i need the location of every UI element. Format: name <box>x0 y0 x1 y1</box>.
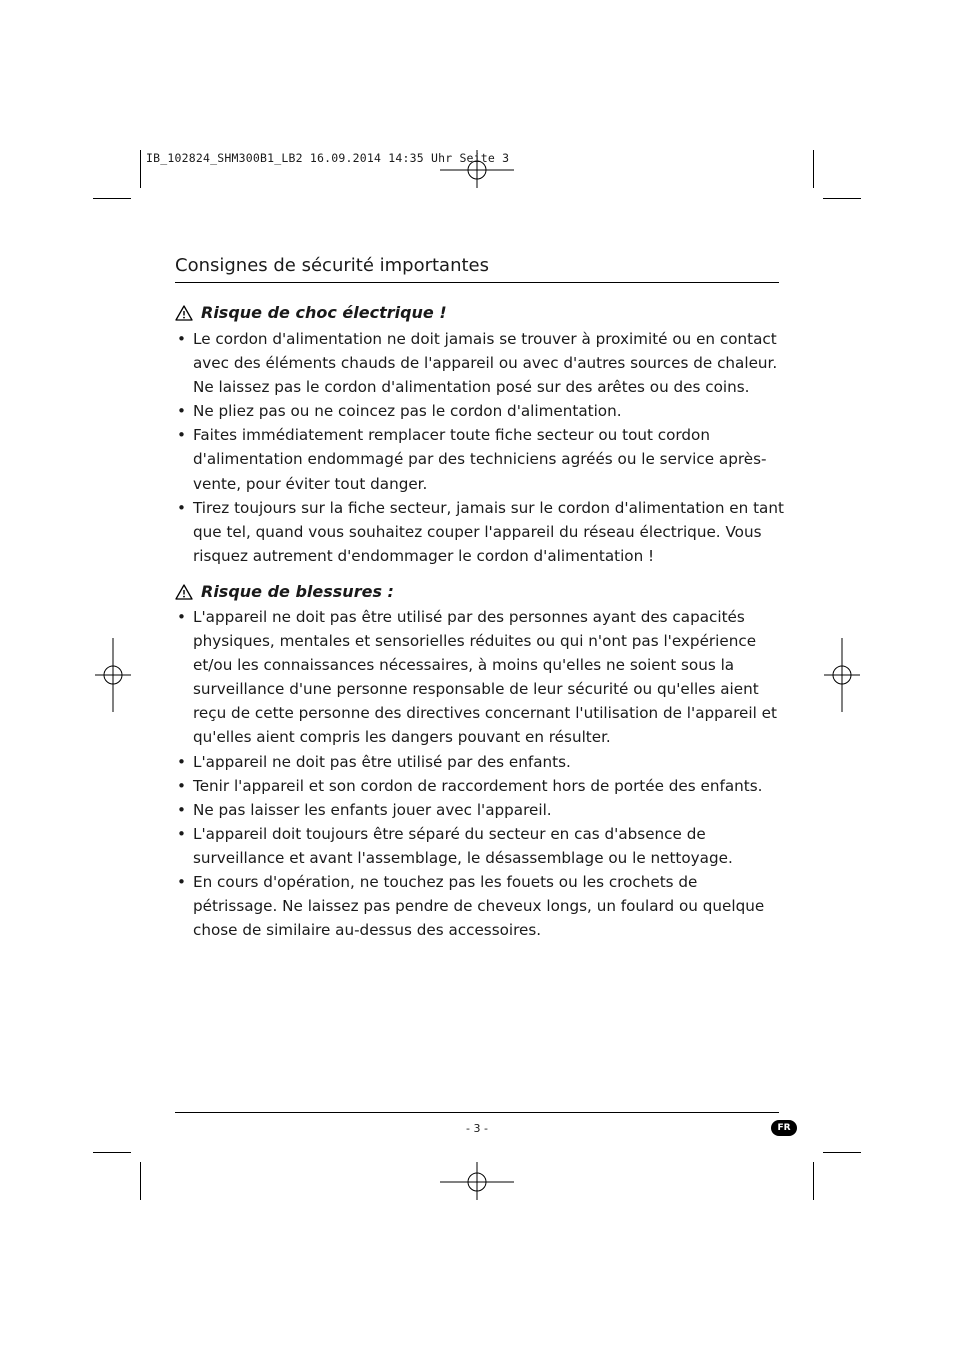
crop-mark-bottom-left-h <box>93 1152 131 1153</box>
registration-mark-left <box>93 636 133 714</box>
list-item: • Ne pliez pas ou ne coincez pas le cordon d'alimentation. <box>175 399 785 423</box>
section-heading-label: Risque de blessures : <box>201 582 394 601</box>
registration-mark-right <box>822 636 862 714</box>
list-item: • L'appareil doit toujours être séparé du secteur en cas d'absence de surveillance et avant l'assemblage, le désassemblage ou le nettoyage. <box>175 822 785 870</box>
section-heading-label: Risque de choc électrique ! <box>201 303 447 322</box>
section-heading-electric-shock <box>175 303 447 322</box>
warning-triangle-icon <box>175 305 193 321</box>
warning-triangle-icon <box>175 584 193 600</box>
injury-list <box>175 605 785 942</box>
list-item: • Le cordon d'alimentation ne doit jamais se trouver à proximité ou en contact avec des éléments chauds de l'appareil ou avec d'autres sources de chaleur. Ne laissez pas le cordon d'alimentation posé sur des arêtes ou des coins. <box>175 327 785 399</box>
footer-divider <box>175 1112 779 1113</box>
language-badge: FR <box>771 1120 797 1136</box>
crop-mark-bottom-left-v <box>140 1162 141 1200</box>
list-item: • Tenir l'appareil et son cordon de raccordement hors de portée des enfants. <box>175 774 785 798</box>
list-item: • L'appareil ne doit pas être utilisé par des enfants. <box>175 750 785 774</box>
list-item: • L'appareil ne doit pas être utilisé par des personnes ayant des capacités physiques, mentales et sensorielles réduites ou qui n'ont pas l'expérience et/ou les connaissances nécessaires, à moins qu'elles ne soient sous la surveillance d'une personne responsable de leur sécurité ou qu'elles aient reçu de cette personne des directives concernant l'utilisation de l'appareil et qu'elles aient compris les dangers pouvant en résulter. <box>175 605 785 750</box>
section-heading-injury <box>175 582 394 601</box>
registration-mark-bottom <box>438 1162 516 1202</box>
crop-mark-top-left-h <box>93 198 131 199</box>
electric-shock-list <box>175 327 785 568</box>
list-item: • Tirez toujours sur la fiche secteur, jamais sur le cordon d'alimentation en tant que tel, quand vous souhaitez couper l'appareil du réseau électrique. Vous risquez autrement d'endommager le cordon d'alimentation ! <box>175 496 785 568</box>
page-title: Consignes de sécurité importantes <box>175 255 489 276</box>
crop-mark-bottom-right-h <box>823 1152 861 1153</box>
crop-mark-top-left-v <box>140 150 141 188</box>
crop-mark-bottom-right-v <box>813 1162 814 1200</box>
list-item: • Ne pas laisser les enfants jouer avec l'appareil. <box>175 798 785 822</box>
crop-mark-top-right-h <box>823 198 861 199</box>
list-item: • En cours d'opération, ne touchez pas les fouets ou les crochets de pétrissage. Ne laissez pas pendre de cheveux longs, un foulard ou quelque chose de similaire au-dessus des accessoires. <box>175 870 785 942</box>
list-item: • Faites immédiatement remplacer toute fiche secteur ou tout cordon d'alimentation endommagé par des techniciens agréés ou le service après-vente, pour éviter tout danger. <box>175 423 785 495</box>
print-slug: IB_102824_SHM300B1_LB2 16.09.2014 14:35 Uhr Seite 3 <box>146 151 510 165</box>
page-number: - 3 - <box>466 1122 488 1135</box>
title-divider <box>175 282 779 283</box>
crop-mark-top-right-v <box>813 150 814 188</box>
